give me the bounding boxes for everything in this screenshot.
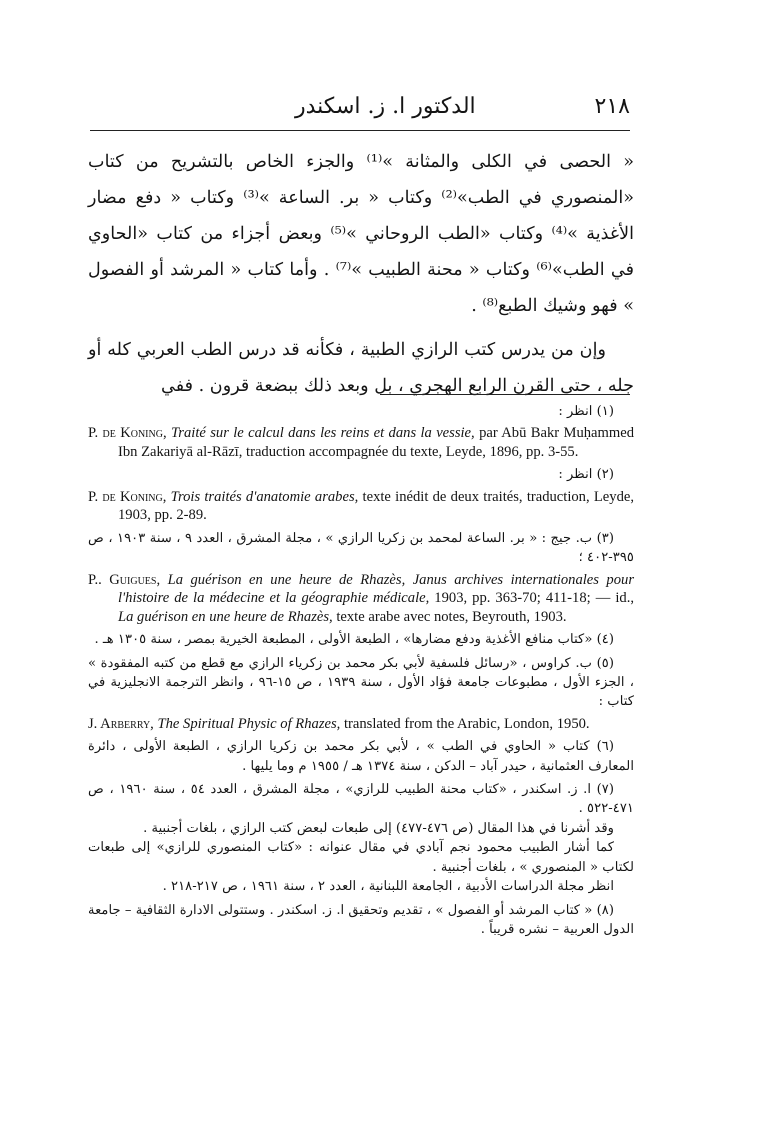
running-title: الدكتور ا. ز. اسكندر (295, 94, 476, 119)
page-number: ٢١٨ (594, 94, 630, 119)
footnote-5-author: J. Arberry, (88, 715, 154, 732)
footnote-3-rest: 1903, pp. 363-70; 411-18; — (434, 590, 611, 607)
footnote-7-arabic-3: كما أشار الطبيب محمود نجم آبادي في مقال عنوانه : «كتاب المنصوري للرازي» إلى طبعات لكتاب « المنصوري » ، بلغات أجنبية . (88, 840, 634, 875)
footnote-6-arabic: (٦) كتاب « الحاوي في الطب » ، لأبي بكر محمد بن زكريا الرازي ، الطبعة الأولى ، دائرة المعارف العثمانية ، حيدر آباد – الدكن ، سنة ١٣٧٤ هـ / ١٩٥٥ م وما يليها . (88, 739, 634, 774)
footnote-8-arabic: (٨) « كتاب المرشد أو الفصول » ، تقديم وتحقيق ا. ز. اسكندر . وستتولى الادارة الثقافية – جامعة الدول العربية – نشره قريباً . (88, 902, 634, 937)
footnote-3-rest-2: texte arabe avec notes, Beyrouth, 1903. (336, 608, 567, 625)
footnote-5-rest: translated from the Arabic, London, 1950. (343, 715, 590, 732)
footnote-7-arabic: (٧) ا. ز. اسكندر ، «كتاب محنة الطبيب للرازي» ، مجلة المشرق ، العدد ٥٤ ، سنة ١٩٦٠ ، ص ٤٧١-٥٢٢ . (88, 782, 634, 817)
footnote-2-latin (88, 488, 634, 525)
footnote-4-arabic: (٤) «كتاب منافع الأغذية ودفع مضارها» ، الطبعة الأولى ، المطبعة الخيرية بمصر ، سنة ١٣٠٥ هـ . (94, 632, 614, 648)
footnote-7-arabic-2: وقد أشرنا في هذا المقال (ص ٤٧٦-٤٧٧) إلى طبعات لبعض كتب الرازي ، بلغات أجنبية . (143, 820, 614, 836)
body-paragraph-2: وإن من يدرس كتب الرازي الطبية ، فكأنه قد درس الطب العربي كله أو جله ، حتى القرن الرابع الهجري ، بل وبعد ذلك ببضعة قرون . ففي (88, 340, 634, 396)
footnote-5-title: The Spiritual Physic of Rhazes, (157, 715, 341, 732)
footnote-3-latin (88, 571, 634, 627)
footnote-2-title: Trois traités d'anatomie arabes, (170, 488, 359, 505)
footnote-1-arabic: (١) انظر : (558, 404, 614, 419)
body-paragraph-1: « الحصى في الكلى والمثانة »⁽¹⁾ والجزء الخاص بالتشريح من كتاب «المنصوري في الطب»⁽²⁾ وكتاب « بر. الساعة »⁽³⁾ وكتاب « دفع مضار الأغذية »⁽⁴⁾ وكتاب «الطب الروحاني »⁽⁵⁾ وبعض أجزاء من كتاب «الحاوي في الطب»⁽⁶⁾ وكتاب « محنة الطبيب »⁽⁷⁾ . وأما كتاب « المرشد أو الفصول » فهو وشيك الطبع⁽⁸⁾ . (88, 152, 635, 316)
footnote-1-author: P. de Koning, (88, 425, 167, 442)
footnote-3-arabic: (٣) ب. جيج : « بر. الساعة لمحمد بن زكريا الرازي » ، مجلة المشرق ، العدد ٩ ، سنة ١٩٠٣ ، ص ٣٩٥-٤٠٢ ؛ (88, 530, 634, 566)
footnote-1-latin (88, 424, 634, 461)
footnote-rule (380, 394, 630, 395)
footnote-3-title: La guérison en une heure de Rhazès, Janus archives internationales pour l'histoire de la médecine et la géographie médicale, (118, 571, 634, 607)
footnote-5-latin (88, 715, 634, 734)
running-header (90, 92, 630, 131)
footnote-5-arabic: (٥) ب. كراوس ، «رسائل فلسفية لأبي بكر محمد بن زكرياء الرازي مع قطع من كتبه المفقودة » ، الجزء الأول ، مطبوعات جامعة فؤاد الأول ، سنة ١٩٣٩ ، ص ١٥-٩٦ ، وانظر الترجمة الانجليزية في كتاب : (88, 655, 635, 710)
footnote-3-id: id., (615, 590, 634, 607)
main-text (88, 144, 634, 404)
footnote-2-author: P. de Koning, (88, 488, 167, 505)
footnote-3-title-2: La guérison en une heure de Rhazès, (118, 608, 333, 625)
footnote-1-rest: par Abū Bakr Muḥammed Ibn Zakariyā al-Rāzī, traduction accompagnée du texte, Leyde, 1896, pp. 3-55. (118, 425, 634, 460)
footnote-1-title: Traité sur le calcul dans les reins et dans la vessie, (170, 425, 475, 442)
footnotes (88, 402, 634, 939)
footnote-2-rest: texte inédit de deux traités, traduction, Leyde, 1903, pp. 2-89. (118, 488, 634, 524)
footnote-2-arabic: (٢) انظر : (558, 467, 614, 483)
footnote-3-author: P.. Guigues, (88, 571, 161, 588)
footnote-7-arabic-4: انظر مجلة الدراسات الأدبية ، الجامعة اللبنانية ، العدد ٢ ، سنة ١٩٦١ ، ص ٢١٧-٢١٨ . (162, 879, 614, 895)
